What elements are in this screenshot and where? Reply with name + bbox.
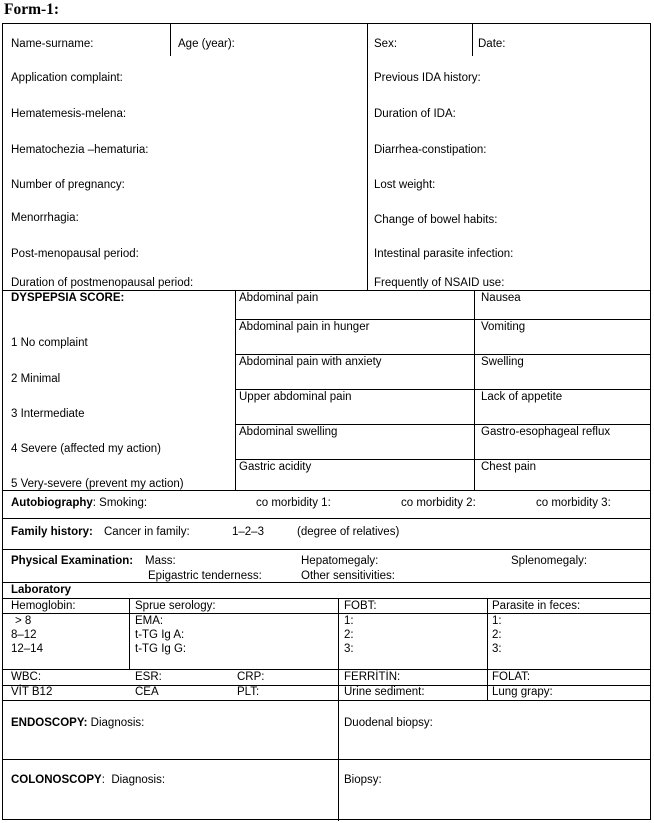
- dyspepsia-score-5: 5 Very-severe (prevent my action): [11, 478, 184, 490]
- hematemesis-label: Hematemesis-melena:: [11, 108, 127, 120]
- line-lab-header: [3, 613, 650, 614]
- symptom-lack-appetite: Lack of appetite: [481, 391, 563, 403]
- name-surname-label: Name-surname:: [11, 38, 94, 50]
- endoscopy-diagnosis-label: Diagnosis:: [90, 717, 145, 729]
- colonoscopy-row: [11, 774, 165, 787]
- dyspepsia-score-3: 3 Intermediate: [11, 408, 85, 420]
- fobt-1: 1:: [344, 615, 354, 627]
- hb-value-2: 8–12: [11, 629, 37, 641]
- line-dyspepsia-1: [235, 319, 650, 320]
- line-family-end: [3, 549, 650, 550]
- ferritin-label: FERRİTİN:: [344, 671, 401, 683]
- ema-label: EMA:: [135, 615, 164, 627]
- vline-lab-2: [338, 598, 339, 821]
- parasite-2: 2:: [492, 629, 502, 641]
- fobt-label: FOBT:: [344, 600, 377, 612]
- line-dyspepsia-2: [235, 354, 650, 355]
- sex-label: Sex:: [374, 38, 398, 50]
- physical-exam-label: Physical Examination:: [11, 555, 134, 567]
- esr-label: ESR:: [135, 671, 162, 683]
- hepatomegaly-label: Hepatomegaly:: [301, 555, 379, 567]
- date-label: Date:: [478, 38, 506, 50]
- comorbidity-1-label: co morbidity 1:: [256, 497, 331, 509]
- line-dyspepsia-4: [235, 424, 650, 425]
- wbc-label: WBC:: [11, 671, 42, 683]
- laboratory-heading: Laboratory: [11, 584, 72, 596]
- hematochezia-label: Hematochezia –hematuria:: [11, 144, 149, 156]
- cea-label: CEA: [135, 686, 159, 698]
- epigastric-label: Epigastric tenderness:: [148, 570, 262, 582]
- postmenopausal-duration-label: Duration of postmenopausal period:: [11, 277, 194, 289]
- comorbidity-2-label: co morbidity 2:: [401, 497, 476, 509]
- symptom-pain-anxiety: Abdominal pain with anxiety: [239, 356, 382, 368]
- line-lab-row: [3, 685, 650, 686]
- age-label: Age (year):: [178, 38, 235, 50]
- smoking-label: : Smoking:: [92, 497, 148, 509]
- colonoscopy-diagnosis-label: : Diagnosis:: [101, 774, 166, 786]
- cancer-family-label: Cancer in family:: [104, 526, 190, 538]
- ttg-igg-label: t-TG Ig G:: [135, 643, 187, 655]
- splenomegaly-label: Splenomegaly:: [511, 555, 588, 567]
- form-title: Form-1:: [4, 1, 60, 18]
- line-personal-end: [3, 290, 650, 291]
- comorbidity-3-label: co morbidity 3:: [536, 497, 611, 509]
- endoscopy-label: ENDOSCOPY:: [11, 717, 88, 729]
- vline-name: [170, 24, 171, 56]
- dyspepsia-heading: DYSPEPSIA SCORE:: [11, 292, 125, 304]
- post-menopausal-label: Post-menopausal period:: [11, 248, 139, 260]
- application-complaint-label: Application complaint:: [11, 72, 123, 84]
- hb-value-3: 12–14: [11, 643, 43, 655]
- symptom-abdominal-pain: Abdominal pain: [239, 292, 319, 304]
- symptom-gastric-acidity: Gastric acidity: [239, 461, 312, 473]
- line-endoscopy-end: [3, 759, 650, 760]
- urine-sediment-label: Urine sediment:: [344, 686, 425, 698]
- autobiography-label: Autobiography: [11, 497, 93, 509]
- plt-label: PLT:: [237, 686, 260, 698]
- diarrhea-label: Diarrhea-constipation:: [374, 144, 487, 156]
- crp-label: CRP:: [237, 671, 265, 683]
- parasite-feces-label: Parasite in feces:: [492, 600, 581, 612]
- relative-degrees: 1–2–3: [232, 526, 264, 538]
- vline-dyspepsia-left: [235, 290, 236, 490]
- patient-form: [2, 23, 651, 820]
- bowel-habits-label: Change of bowel habits:: [374, 214, 498, 226]
- symptom-swelling: Swelling: [481, 356, 524, 368]
- parasite-3: 3:: [492, 643, 502, 655]
- parasite-infection-label: Intestinal parasite infection:: [374, 248, 514, 260]
- lung-grapy-label: Lung grapy:: [492, 686, 553, 698]
- mass-label: Mass:: [145, 555, 176, 567]
- vline-personal-mid: [367, 24, 368, 290]
- symptom-pain-hunger: Abdominal pain in hunger: [239, 321, 370, 333]
- other-sensitivities-label: Other sensitivities:: [301, 570, 395, 582]
- symptom-nausea: Nausea: [481, 292, 521, 304]
- vline-lab-3: [487, 598, 488, 700]
- vline-date: [472, 24, 473, 56]
- line-autobiography-end: [3, 518, 650, 519]
- fobt-2: 2:: [344, 629, 354, 641]
- endoscopy-row: [11, 717, 144, 730]
- parasite-1: 1:: [492, 615, 502, 627]
- line-dyspepsia-3: [235, 389, 650, 390]
- hemoglobin-label: Hemoglobin:: [11, 600, 76, 612]
- dyspepsia-score-1: 1 No complaint: [11, 337, 88, 349]
- line-lab-values: [3, 669, 650, 670]
- nsaid-label: Frequently of NSAID use:: [374, 277, 505, 289]
- line-dyspepsia-5: [235, 459, 650, 460]
- pregnancy-label: Number of pregnancy:: [11, 179, 125, 191]
- ttg-iga-label: t-TG Ig A:: [135, 629, 185, 641]
- symptom-abdominal-swelling: Abdominal swelling: [239, 426, 338, 438]
- colonoscopy-label: COLONOSCOPY: [11, 774, 102, 786]
- autobiography-row: [11, 497, 147, 510]
- lost-weight-label: Lost weight:: [374, 179, 436, 191]
- folat-label: FOLAT:: [492, 671, 531, 683]
- hb-value-1: > 8: [15, 615, 32, 627]
- vitb12-label: VİT B12: [11, 686, 53, 698]
- symptom-chest-pain: Chest pain: [481, 461, 536, 473]
- dyspepsia-score-4: 4 Severe (affected my action): [11, 443, 161, 455]
- menorrhagia-label: Menorrhagia:: [11, 212, 79, 224]
- symptom-vomiting: Vomiting: [481, 321, 526, 333]
- symptom-upper-pain: Upper abdominal pain: [239, 391, 352, 403]
- ida-duration-label: Duration of IDA:: [374, 108, 456, 120]
- dyspepsia-score-2: 2 Minimal: [11, 373, 61, 385]
- line-lab-heading: [3, 598, 650, 599]
- line-lab-end: [3, 700, 650, 701]
- fobt-3: 3:: [344, 643, 354, 655]
- symptom-reflux: Gastro-esophageal reflux: [481, 426, 611, 438]
- vline-lab-1: [129, 598, 130, 669]
- sprue-serology-label: Sprue serology:: [135, 600, 216, 612]
- previous-ida-label: Previous IDA history:: [374, 72, 481, 84]
- family-history-label: Family history:: [11, 526, 93, 538]
- duodenal-biopsy-label: Duodenal biopsy:: [344, 717, 433, 729]
- vline-dyspepsia-right: [474, 290, 475, 490]
- colonoscopy-biopsy-label: Biopsy:: [344, 774, 382, 786]
- degree-relatives-label: (degree of relatives): [297, 526, 400, 538]
